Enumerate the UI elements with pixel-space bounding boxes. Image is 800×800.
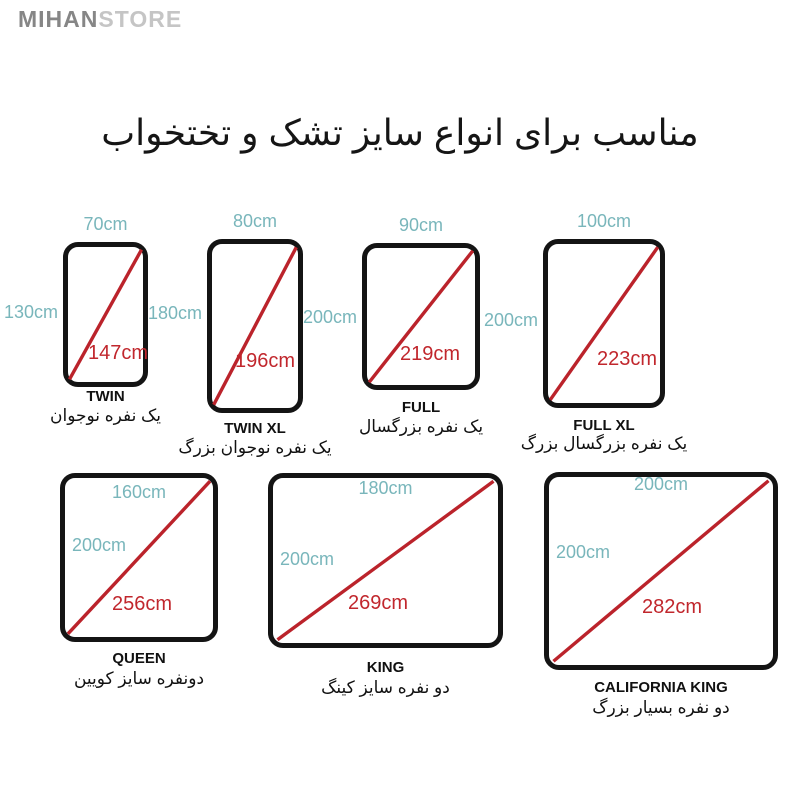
mattress-outline <box>207 239 303 413</box>
height-dimension: 200cm <box>302 307 357 327</box>
width-dimension: 70cm <box>83 214 128 234</box>
diagonal-dimension: 223cm <box>597 348 658 370</box>
mattress-card-king <box>268 473 503 697</box>
height-dimension: 130cm <box>3 302 58 322</box>
mattress-card-queen <box>60 473 218 688</box>
height-dimension: 180cm <box>147 303 202 323</box>
mattress-name-persian: دو نفره سایز کینگ <box>321 678 450 697</box>
mattress-name: KING <box>366 659 405 676</box>
width-dimension: 80cm <box>232 211 277 231</box>
mattress-card-full-xl <box>483 211 688 453</box>
mattress-name-persian: دو نفره بسیار بزرگ <box>592 698 730 717</box>
mattress-name: CALIFORNIA KING <box>594 679 728 696</box>
width-dimension: 90cm <box>398 215 443 235</box>
mattress-outline <box>544 472 778 670</box>
width-dimension: 180cm <box>358 478 413 498</box>
mattress-card-california-king <box>544 472 778 717</box>
mattress-name-persian: یک نفره بزرگسال <box>358 417 484 436</box>
mattress-outline <box>60 473 218 642</box>
height-dimension: 200cm <box>483 310 538 330</box>
mattress-name: TWIN XL <box>224 420 286 437</box>
mattress-card-twin <box>3 214 162 425</box>
diagonal-line <box>549 477 773 665</box>
width-dimension: 100cm <box>576 211 632 231</box>
height-dimension: 200cm <box>72 535 127 555</box>
mattress-outline <box>362 243 480 390</box>
mattress-name-persian: یک نفره نوجوان <box>49 406 162 425</box>
width-dimension: 160cm <box>111 482 167 502</box>
diagonal-line <box>548 244 660 403</box>
mattress-outline <box>268 473 503 648</box>
diagonal-dimension: 147cm <box>88 342 149 364</box>
mattress-outline <box>63 242 148 387</box>
diagonal-dimension: 256cm <box>112 593 173 615</box>
width-dimension: 200cm <box>633 474 689 494</box>
logo-mihan-text: MIHAN <box>18 6 99 32</box>
mattress-name: FULL <box>401 399 441 416</box>
diagonal-line <box>212 244 298 408</box>
mattress-name-persian: یک نفره بزرگسال بزرگ <box>520 434 688 453</box>
diagonal-dimension: 282cm <box>642 596 703 618</box>
mattress-name: TWIN <box>86 388 125 405</box>
page-title: مناسب برای انواع سایز تشک و تختخواب <box>101 112 699 153</box>
mattress-name-persian: دونفره سایز کویین <box>73 669 205 688</box>
height-dimension: 200cm <box>280 549 335 569</box>
diagonal-dimension: 269cm <box>348 592 409 614</box>
diagonal-dimension: 219cm <box>400 343 461 365</box>
logo-store-text: STORE <box>98 6 183 32</box>
mattress-outline <box>543 239 665 408</box>
mattress-name: QUEEN <box>112 650 166 667</box>
mattress-name-persian: یک نفره نوجوان بزرگ <box>178 438 332 457</box>
height-dimension: 200cm <box>556 542 611 562</box>
mattress-card-full <box>302 215 484 436</box>
diagonal-dimension: 196cm <box>235 350 296 372</box>
store-logo <box>18 6 182 33</box>
diagonal-line <box>273 478 498 643</box>
mattress-name: FULL XL <box>573 417 635 434</box>
